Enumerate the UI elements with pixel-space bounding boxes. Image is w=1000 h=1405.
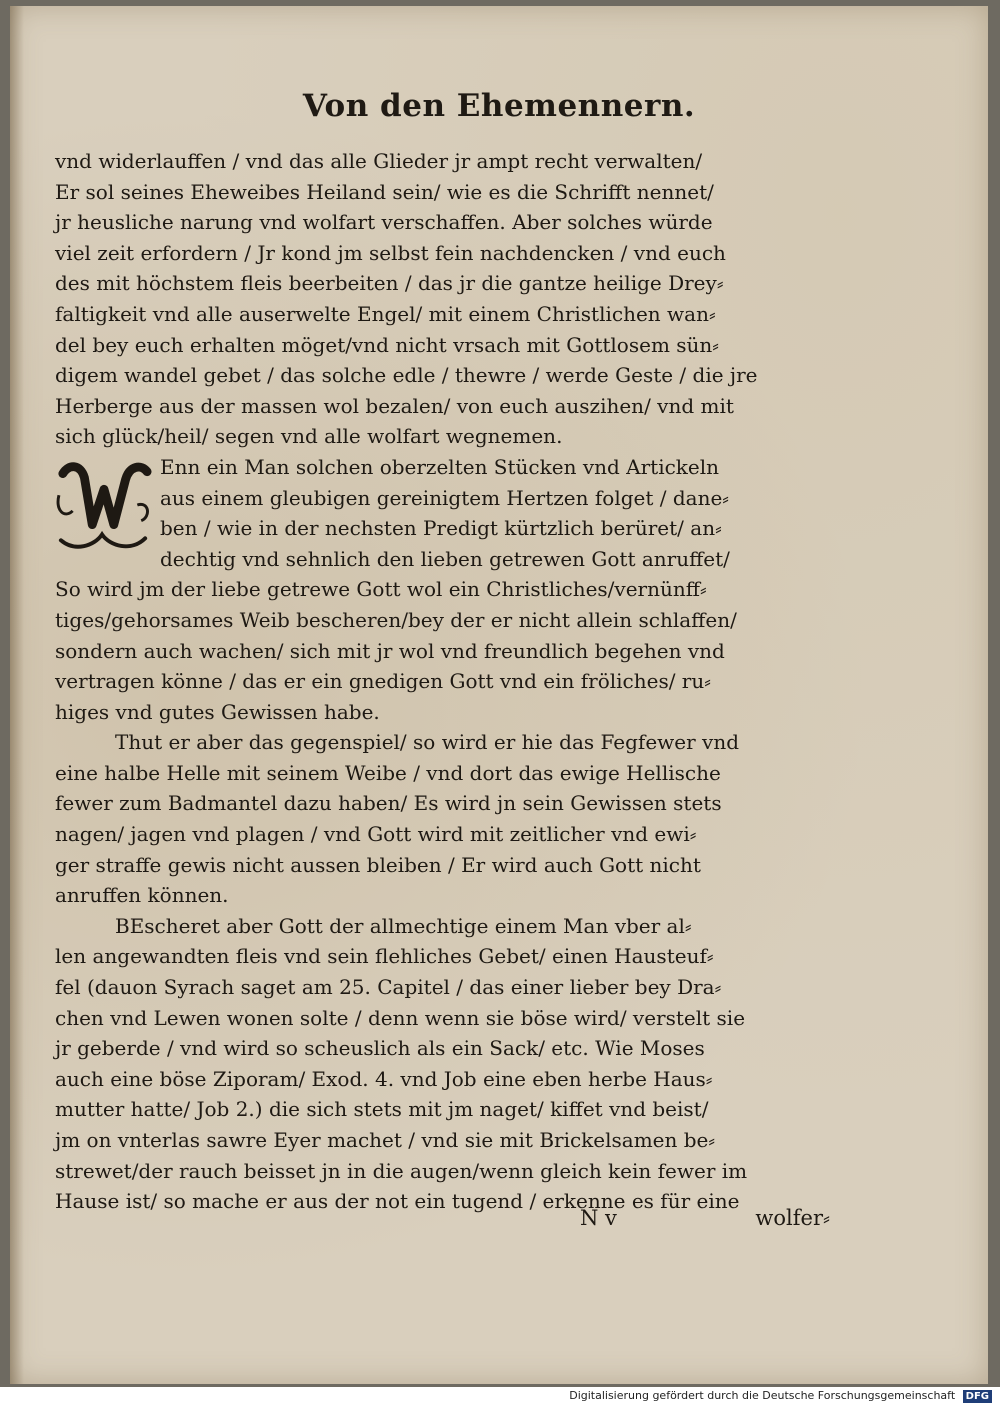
paragraph-2 [55, 452, 830, 727]
body-text [55, 146, 830, 1217]
text-line: sondern auch wachen/ sich mit jr wol vnd freundlich begehen vnd [55, 638, 725, 663]
text-line: sich glück/heil/ segen vnd alle wolfart wegnemen. [55, 424, 563, 449]
page-foot [55, 1206, 830, 1236]
text-line: digem wandel gebet / das solche edle / thewre / werde Geste / die jre [55, 363, 758, 388]
text-line: viel zeit erfordern / Jr kond jm selbst fein nachdencken / vnd euch [55, 240, 726, 265]
text-line: len angewandten fleis vnd sein flehliches Gebet/ einen Hausteuf⸗ [55, 944, 714, 969]
text-line: Hause ist/ so mache er aus der not ein tugend / erkenne es für eine [55, 1189, 740, 1214]
digitization-footer [0, 1387, 1000, 1405]
text-line: ger straffe gewis nicht aussen bleiben / Er wird auch Gott nicht [55, 852, 701, 877]
text-line: fewer zum Badmantel dazu haben/ Es wird jn sein Gewissen stets [55, 791, 722, 816]
text-line: So wird jm der liebe getrewe Gott wol ein Christliches/vernünff⸗ [55, 577, 707, 602]
text-line: nagen/ jagen vnd plagen / vnd Gott wird mit zeitlicher vnd ewi⸗ [55, 822, 697, 847]
text-line: mutter hatte/ Job 2.) die sich stets mit jm naget/ kiffet vnd beist/ [55, 1097, 709, 1122]
text-line: del bey euch erhalten möget/vnd nicht vrsach mit Gottlosem sün⸗ [55, 332, 719, 357]
text-line: vnd widerlauffen / vnd das alle Glieder jr ampt recht verwalten/ [55, 149, 703, 173]
text-line: jr geberde / vnd wird so scheuslich als ein Sack/ etc. Wie Moses [55, 1036, 705, 1061]
text-line: aus einem gleubigen gereinigtem Hertzen folget / dane⸗ [160, 485, 729, 510]
text-line: jr heusliche narung vnd wolfart verschaffen. Aber solches würde [55, 210, 713, 235]
text-line: ben / wie in der nechsten Predigt kürtzlich berüret/ an⸗ [160, 516, 722, 541]
text-line: fel (dauon Syrach saget am 25. Capitel / das einer lieber bey Dra⸗ [55, 975, 722, 1000]
text-line: dechtig vnd sehnlich den lieben getrewen Gott anruffet/ [160, 546, 730, 571]
paragraph-4 [55, 911, 830, 1217]
text-line: anruffen können. [55, 883, 229, 908]
text-line: Enn ein Man solchen oberzelten Stücken vnd Artickeln [160, 454, 720, 479]
text-line: eine halbe Helle mit seinem Weibe / vnd dort das ewige Hellische [55, 760, 721, 785]
text-line: des mit höchstem fleis beerbeiten / das jr die gantze heilige Drey⸗ [55, 271, 724, 296]
text-line: strewet/der rauch beisset jn in die augen/wenn gleich kein fewer im [55, 1158, 748, 1183]
book-page [10, 6, 988, 1384]
signature-mark: N v [580, 1206, 617, 1230]
footer-credit: Digitalisierung gefördert durch die Deutsche Forschungsgemeinschaft [569, 1389, 956, 1402]
text-line: Herberge aus der massen wol bezalen/ von euch auszihen/ vnd mit [55, 393, 734, 418]
text-line: faltigkeit vnd alle auserwelte Engel/ mit einem Christlichen wan⸗ [55, 301, 716, 326]
spine-shadow [10, 6, 24, 1384]
text-line: higes vnd gutes Gewissen habe. [55, 699, 380, 724]
drop-cap-w [55, 456, 153, 554]
paragraph-1 [55, 146, 830, 452]
text-line: vertragen könne / das er ein gnedigen Gott vnd ein fröliches/ ru⸗ [55, 669, 711, 694]
text-line: jm on vnterlas sawre Eyer machet / vnd sie mit Brickelsamen be⸗ [55, 1128, 716, 1152]
text-line: tiges/gehorsames Weib bescheren/bey der er nicht allein schlaffen/ [55, 607, 737, 632]
text-line: auch eine böse Ziporam/ Exod. 4. vnd Job eine eben herbe Haus⸗ [55, 1066, 713, 1091]
text-line: chen vnd Lewen wonen solte / denn wenn sie böse wird/ verstelt sie [55, 1005, 746, 1030]
catchword: wolfer⸗ [755, 1206, 830, 1230]
running-head: Von den Ehemennern. [302, 88, 696, 124]
text-line: BEscheret aber Gott der allmechtige einem Man vber al⸗ [115, 913, 692, 938]
text-line: Er sol seines Eheweibes Heiland sein/ wie es die Schrifft nennet/ [55, 179, 714, 204]
text-line: Thut er aber das gegenspiel/ so wird er hie das Fegfewer vnd [115, 730, 740, 755]
dfg-logo-icon: DFG [963, 1390, 992, 1403]
paragraph-3 [55, 727, 830, 911]
